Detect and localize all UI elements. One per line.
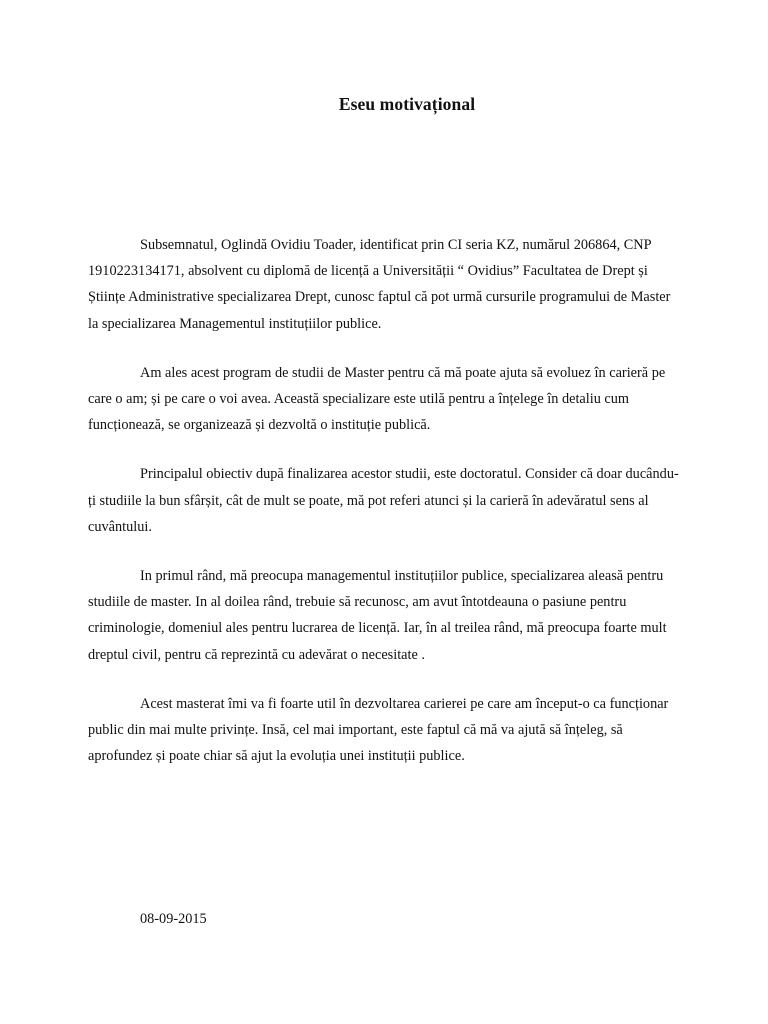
paragraph-objective: Principalul obiectiv după finalizarea acestor studii, este doctoratul. Consider că doar ducându-ți studiile la bun sfârșit, cât de mult se poate, mă pot referi atunci și la carieră în adevăratul sens al cuvântului. [88, 466, 679, 535]
paragraph-usefulness: Acest masterat îmi va fi foarte util în dezvoltarea carierei pe care am început-o ca funcționar public din mai multe privințe. Insă, cel mai important, este faptul că mă va ajută să înțeleg, să aprofundez și poate chiar să ajut la evoluția unei instituții publice. [88, 695, 669, 765]
paragraph-identification: Subsemnatul, Oglindă Ovidiu Toader, identificat prin CI seria KZ, numărul 206864, CNP 1910223134171, absolvent cu diplomă de licență a Universității “ Ovidius” Facultatea de Drept și Științe Administrative specializarea Drept, cunosc faptul că pot urmă cursurile programului de Master la specializarea Managementul instituțiilor publice. [88, 237, 671, 332]
document-body [88, 232, 680, 792]
paragraph-interests: In primul rând, mă preocupa managementul instituțiilor publice, specializarea aleasă pentru studiile de master. In al doilea rând, trebuie să recunosc, am avut întotdeauna o pasiune pentru criminologie, domeniul ales pentru lucrarea de licență. Iar, în al treilea rând, mă preocupa foarte mult dreptul civil, pentru că reprezintă cu adevărat o necesitate . [88, 568, 667, 663]
document-title: Eseu motivațional [338, 94, 476, 114]
document-date: 08-09-2015 [140, 911, 207, 927]
paragraph-program-choice: Am ales acest program de studii de Master pentru că mă poate ajuta să evoluez în carieră pe care o am; și pe care o voi avea. Această specializare este utilă pentru a înțelege în detaliu cum funcționează, se organizează și dezvoltă o instituție publică. [88, 364, 666, 434]
